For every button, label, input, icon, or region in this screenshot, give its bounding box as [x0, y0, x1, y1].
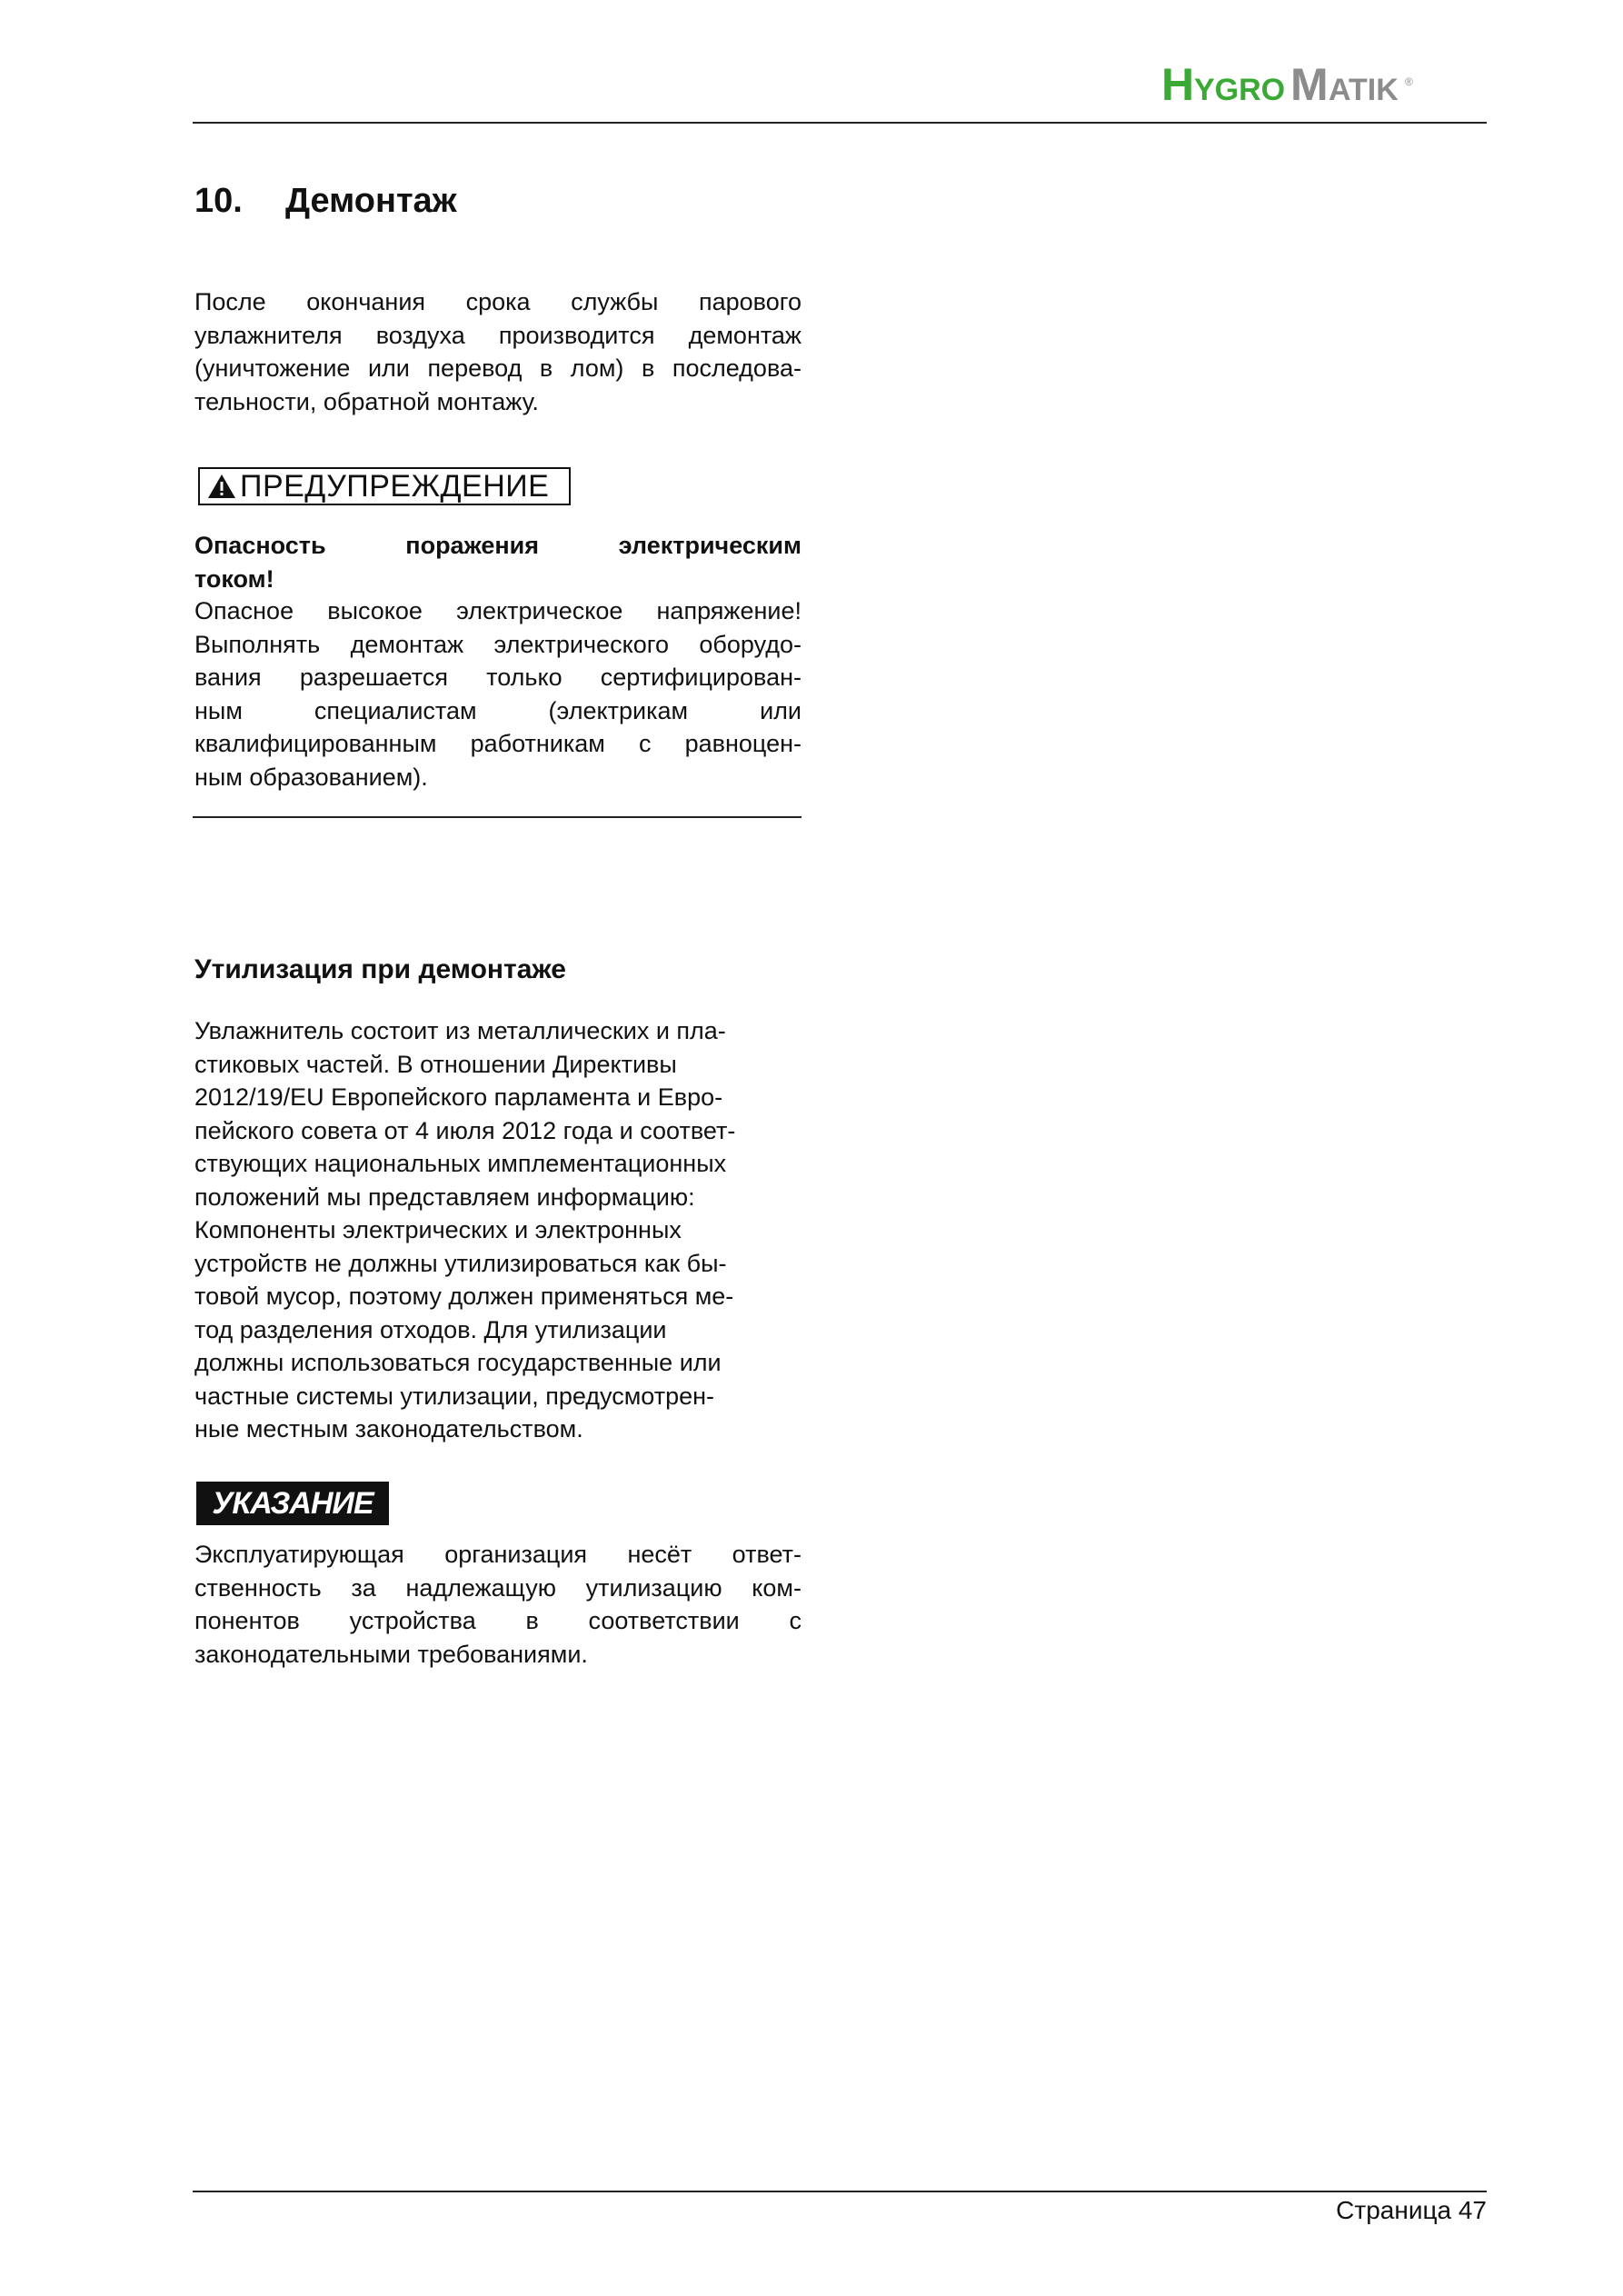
intro-line: тельности, обратной монтажу.	[194, 387, 539, 415]
disposal-line: товой мусор, поэтому должен применяться ме-	[194, 1283, 734, 1310]
note-label: УКАЗАНИЕ	[212, 1485, 373, 1521]
warning-label: ПРЕДУПРЕЖДЕНИЕ	[240, 468, 550, 504]
note-label-box	[196, 1482, 389, 1525]
disposal-line: положений мы представляем информацию:	[194, 1183, 695, 1211]
note-line: Эксплуатирующая организация несёт ответ-	[194, 1541, 802, 1568]
disposal-line: ные местным законодательством.	[194, 1415, 583, 1442]
page-number: Страница 47	[1336, 2196, 1487, 2224]
warning-text-line: Опасное высокое электрическое напряжение!	[194, 597, 802, 624]
disposal-line: стиковых частей. В отношении Директивы	[194, 1050, 677, 1078]
disposal-line: Компоненты электрических и электронных	[194, 1216, 682, 1243]
footer-rule	[193, 2191, 1487, 2192]
svg-text:H: H	[1161, 59, 1195, 110]
warning-text-line: квалифицированным работникам с равноцен-	[194, 730, 802, 757]
warning-bottom-rule	[193, 816, 802, 818]
disposal-line: должны использоваться государственные или	[194, 1349, 722, 1376]
warning-title-line: Опасность поражения электрическим	[194, 532, 802, 559]
note-line: законодательными требованиями.	[194, 1640, 588, 1668]
warning-label-box	[198, 467, 571, 505]
disposal-line: устройств не должны утилизироваться как бы-	[194, 1249, 727, 1277]
warning-title	[194, 529, 802, 595]
note-line: понентов устройства в соответствии с	[194, 1607, 802, 1634]
warning-text-line: ным образованием).	[194, 763, 428, 791]
disposal-paragraph	[194, 1014, 802, 1446]
intro-paragraph	[194, 285, 802, 418]
svg-text:®: ®	[1405, 75, 1413, 88]
disposal-line: ствующих национальных имплементационных	[194, 1150, 727, 1177]
hygromatik-logo	[1161, 55, 1461, 120]
svg-text:ATIK: ATIK	[1329, 73, 1399, 107]
disposal-line: тод разделения отходов. Для утилизации	[194, 1315, 667, 1343]
disposal-line: пейского совета от 4 июля 2012 года и соответ-	[194, 1116, 736, 1144]
warning-text	[194, 594, 802, 794]
warning-text-line: вания разрешается только сертифицирован-	[194, 664, 802, 691]
warning-text-line: ным специалистам (электрикам или	[194, 696, 802, 724]
svg-text:M: M	[1290, 59, 1329, 110]
warning-triangle-icon	[207, 473, 236, 500]
intro-line: увлажнителя воздуха производится демонтаж	[194, 321, 802, 349]
warning-text-line: Выполнять демонтаж электрического оборудо-	[194, 630, 802, 658]
intro-line: После окончания срока службы парового	[194, 288, 802, 315]
intro-line: (уничтожение или перевод в лом) в последова-	[194, 354, 802, 382]
note-paragraph	[194, 1538, 802, 1671]
section-title-text: Демонтаж	[285, 182, 457, 220]
disposal-line: Увлажнитель состоит из металлических и пла-	[194, 1017, 726, 1044]
header-rule	[193, 122, 1487, 124]
note-line: ственность за надлежащую утилизацию ком-	[194, 1573, 802, 1602]
svg-text:YGRO: YGRO	[1194, 73, 1286, 107]
section-title	[194, 182, 457, 221]
disposal-heading: Утилизация при демонтаже	[194, 954, 566, 984]
section-number: 10.	[194, 182, 243, 220]
warning-title-line: током!	[194, 564, 274, 593]
disposal-line: 2012/19/EU Европейского парламента и Евро-	[194, 1083, 723, 1111]
disposal-line: частные системы утилизации, предусмотрен-	[194, 1382, 715, 1410]
